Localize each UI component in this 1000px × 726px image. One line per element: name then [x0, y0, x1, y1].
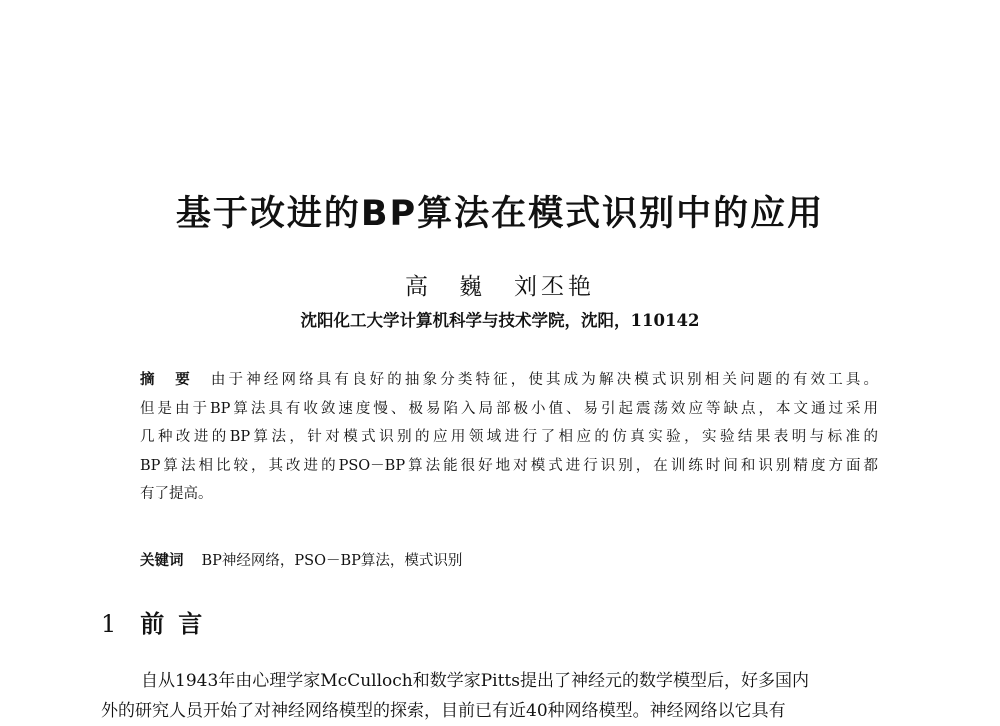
- authors: [0, 268, 1000, 301]
- abstract-line: 几种改进的BP算法，针对模式识别的应用领域进行了相应的仿真实验，实验结果表明与标准的: [140, 429, 878, 445]
- abstract-line: 有了提高。: [140, 486, 213, 502]
- body-line: 自从1943年由心理学家McCulloch和数学家Pitts提出了神经元的数学模型后，好多国内: [141, 671, 809, 691]
- section-title: 前言: [140, 610, 217, 638]
- abstract-line: 摘 要 由于神经网络具有良好的抽象分类特征，使其成为解决模式识别相关问题的有效工具。: [140, 372, 879, 388]
- affiliation: 沈阳化工大学计算机科学与技术学院，沈阳，110142: [300, 311, 700, 330]
- keywords-text: BP神经网络，PSO－BP算法，模式识别: [201, 553, 463, 569]
- abstract-label: 摘 要: [140, 372, 193, 388]
- abstract-line: BP算法相比较，其改进的PSO－BP算法能很好地对模式进行识别，在训练时间和识别精度方面都: [140, 457, 878, 474]
- author-name: 刘丕艳: [514, 274, 595, 300]
- section-heading: [101, 604, 216, 639]
- paper-title: 基于改进的BP算法在模式识别中的应用: [175, 194, 825, 234]
- body-text: [101, 666, 911, 726]
- body-line: 外的研究人员开始了对神经网络模型的探索，目前已有近40种网络模型。神经网络以它具有: [101, 701, 786, 721]
- keywords: [140, 549, 462, 570]
- abstract-line: 但是由于BP算法具有收敛速度慢、极易陷入局部极小值、易引起震荡效应等缺点，本文通过采用: [140, 400, 878, 417]
- section-number: 1: [101, 610, 117, 638]
- author-name: 高 巍: [405, 274, 486, 300]
- keywords-label: 关键词: [140, 553, 184, 569]
- abstract: [140, 366, 878, 509]
